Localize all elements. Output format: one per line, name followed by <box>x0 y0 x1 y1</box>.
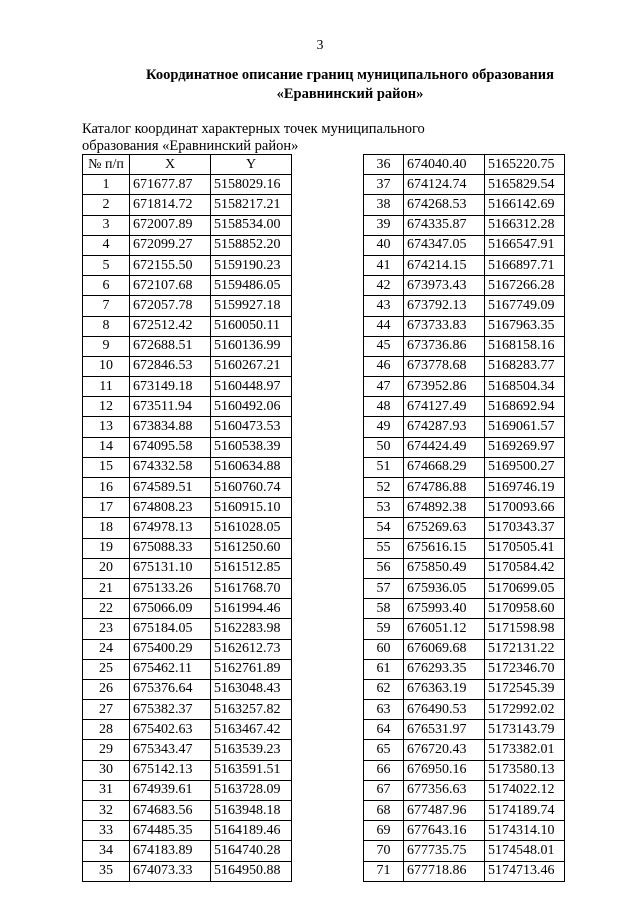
table-row <box>83 821 292 841</box>
y-coordinate: 5163728.09 <box>211 780 292 800</box>
title-line-2: «Еравнинский район» <box>276 86 424 102</box>
x-coordinate: 675184.05 <box>130 619 211 639</box>
point-number: 65 <box>364 740 404 760</box>
x-coordinate: 675376.64 <box>130 679 211 699</box>
table-row <box>364 659 565 679</box>
table-row <box>83 417 292 437</box>
y-coordinate: 5168283.77 <box>485 356 565 376</box>
x-coordinate: 676363.19 <box>404 679 485 699</box>
x-coordinate: 675131.10 <box>130 558 211 578</box>
x-coordinate: 674268.53 <box>404 195 485 215</box>
point-number: 11 <box>83 377 130 397</box>
point-number: 12 <box>83 397 130 417</box>
point-number: 32 <box>83 801 130 821</box>
y-coordinate: 5171598.98 <box>485 619 565 639</box>
table-row <box>364 599 565 619</box>
y-coordinate: 5174314.10 <box>485 821 565 841</box>
table-row <box>364 417 565 437</box>
table-row <box>83 336 292 356</box>
y-coordinate: 5173143.79 <box>485 720 565 740</box>
x-coordinate: 675088.33 <box>130 538 211 558</box>
x-coordinate: 675382.37 <box>130 700 211 720</box>
point-number: 34 <box>83 841 130 861</box>
table-header-row <box>83 155 292 175</box>
x-coordinate: 672107.68 <box>130 276 211 296</box>
x-coordinate: 674786.88 <box>404 478 485 498</box>
y-coordinate: 5164189.46 <box>211 821 292 841</box>
y-coordinate: 5165829.54 <box>485 175 565 195</box>
table-row <box>83 760 292 780</box>
point-number: 52 <box>364 478 404 498</box>
x-coordinate: 676069.68 <box>404 639 485 659</box>
point-number: 42 <box>364 276 404 296</box>
x-coordinate: 676051.12 <box>404 619 485 639</box>
table-row <box>83 679 292 699</box>
point-number: 36 <box>364 155 404 175</box>
x-coordinate: 674978.13 <box>130 518 211 538</box>
table-row <box>364 720 565 740</box>
y-coordinate: 5160915.10 <box>211 498 292 518</box>
table-row <box>364 619 565 639</box>
y-coordinate: 5170958.60 <box>485 599 565 619</box>
point-number: 68 <box>364 801 404 821</box>
x-coordinate: 674214.15 <box>404 255 485 275</box>
point-number: 8 <box>83 316 130 336</box>
table-row <box>364 780 565 800</box>
x-coordinate: 675993.40 <box>404 599 485 619</box>
table-row <box>364 255 565 275</box>
table-row <box>83 780 292 800</box>
table-row <box>364 316 565 336</box>
table-row <box>364 296 565 316</box>
table-row <box>83 296 292 316</box>
x-coordinate: 673792.13 <box>404 296 485 316</box>
y-coordinate: 5170584.42 <box>485 558 565 578</box>
x-coordinate: 673149.18 <box>130 377 211 397</box>
y-coordinate: 5167266.28 <box>485 276 565 296</box>
table-row <box>83 740 292 760</box>
table-row <box>364 740 565 760</box>
point-number: 10 <box>83 356 130 376</box>
y-coordinate: 5164740.28 <box>211 841 292 861</box>
x-coordinate: 676531.97 <box>404 720 485 740</box>
y-coordinate: 5162761.89 <box>211 659 292 679</box>
x-coordinate: 677718.86 <box>404 861 485 881</box>
table-row <box>364 478 565 498</box>
table-row <box>364 801 565 821</box>
y-coordinate: 5162283.98 <box>211 619 292 639</box>
table-row <box>83 215 292 235</box>
y-coordinate: 5166897.71 <box>485 255 565 275</box>
point-number: 49 <box>364 417 404 437</box>
x-coordinate: 672688.51 <box>130 336 211 356</box>
y-coordinate: 5161028.05 <box>211 518 292 538</box>
point-number: 23 <box>83 619 130 639</box>
point-number: 63 <box>364 700 404 720</box>
y-coordinate: 5161994.46 <box>211 599 292 619</box>
point-number: 59 <box>364 619 404 639</box>
header-x: X <box>130 155 211 175</box>
x-coordinate: 672007.89 <box>130 215 211 235</box>
y-coordinate: 5174189.74 <box>485 801 565 821</box>
title-line-1: Координатное описание границ муниципального образования <box>146 67 554 83</box>
table-row <box>83 235 292 255</box>
x-coordinate: 675343.47 <box>130 740 211 760</box>
x-coordinate: 674287.93 <box>404 417 485 437</box>
table-row <box>83 518 292 538</box>
x-coordinate: 675616.15 <box>404 538 485 558</box>
point-number: 61 <box>364 659 404 679</box>
point-number: 54 <box>364 518 404 538</box>
y-coordinate: 5163257.82 <box>211 700 292 720</box>
point-number: 9 <box>83 336 130 356</box>
point-number: 18 <box>83 518 130 538</box>
table-row <box>364 336 565 356</box>
x-coordinate: 674073.33 <box>130 861 211 881</box>
y-coordinate: 5168158.16 <box>485 336 565 356</box>
y-coordinate: 5172346.70 <box>485 659 565 679</box>
x-coordinate: 675462.11 <box>130 659 211 679</box>
x-coordinate: 673511.94 <box>130 397 211 417</box>
x-coordinate: 674808.23 <box>130 498 211 518</box>
table-row <box>83 276 292 296</box>
x-coordinate: 677356.63 <box>404 780 485 800</box>
table-row <box>83 639 292 659</box>
point-number: 29 <box>83 740 130 760</box>
y-coordinate: 5158852.20 <box>211 235 292 255</box>
point-number: 27 <box>83 700 130 720</box>
caption-line-2: образования «Еравнинский район» <box>82 138 299 154</box>
point-number: 62 <box>364 679 404 699</box>
table-row <box>364 861 565 881</box>
x-coordinate: 675269.63 <box>404 518 485 538</box>
y-coordinate: 5161768.70 <box>211 578 292 598</box>
table-row <box>364 518 565 538</box>
table-row <box>83 538 292 558</box>
table-row <box>364 235 565 255</box>
y-coordinate: 5161512.85 <box>211 558 292 578</box>
y-coordinate: 5160050.11 <box>211 316 292 336</box>
y-coordinate: 5174022.12 <box>485 780 565 800</box>
point-number: 43 <box>364 296 404 316</box>
y-coordinate: 5170093.66 <box>485 498 565 518</box>
x-coordinate: 673952.86 <box>404 377 485 397</box>
table-row <box>364 558 565 578</box>
point-number: 26 <box>83 679 130 699</box>
point-number: 30 <box>83 760 130 780</box>
x-coordinate: 675133.26 <box>130 578 211 598</box>
x-coordinate: 672099.27 <box>130 235 211 255</box>
y-coordinate: 5160760.74 <box>211 478 292 498</box>
point-number: 37 <box>364 175 404 195</box>
x-coordinate: 673973.43 <box>404 276 485 296</box>
table-row <box>83 861 292 881</box>
point-number: 50 <box>364 437 404 457</box>
table-row <box>364 700 565 720</box>
table-row <box>83 700 292 720</box>
y-coordinate: 5173382.01 <box>485 740 565 760</box>
point-number: 3 <box>83 215 130 235</box>
table-row <box>364 760 565 780</box>
point-number: 45 <box>364 336 404 356</box>
point-number: 56 <box>364 558 404 578</box>
y-coordinate: 5169269.97 <box>485 437 565 457</box>
x-coordinate: 672155.50 <box>130 255 211 275</box>
document-title <box>60 66 640 104</box>
x-coordinate: 677735.75 <box>404 841 485 861</box>
x-coordinate: 675402.63 <box>130 720 211 740</box>
table-row <box>364 356 565 376</box>
y-coordinate: 5158029.16 <box>211 175 292 195</box>
table-row <box>83 841 292 861</box>
y-coordinate: 5160267.21 <box>211 356 292 376</box>
point-number: 55 <box>364 538 404 558</box>
x-coordinate: 674892.38 <box>404 498 485 518</box>
y-coordinate: 5160634.88 <box>211 457 292 477</box>
point-number: 70 <box>364 841 404 861</box>
table-row <box>364 841 565 861</box>
point-number: 28 <box>83 720 130 740</box>
point-number: 66 <box>364 760 404 780</box>
x-coordinate: 677487.96 <box>404 801 485 821</box>
y-coordinate: 5163948.18 <box>211 801 292 821</box>
point-number: 16 <box>83 478 130 498</box>
table-row <box>83 255 292 275</box>
x-coordinate: 674347.05 <box>404 235 485 255</box>
table-row <box>364 578 565 598</box>
table-caption <box>82 121 502 155</box>
table-row <box>364 538 565 558</box>
y-coordinate: 5163591.51 <box>211 760 292 780</box>
y-coordinate: 5167749.09 <box>485 296 565 316</box>
x-coordinate: 674335.87 <box>404 215 485 235</box>
point-number: 71 <box>364 861 404 881</box>
table-row <box>83 498 292 518</box>
point-number: 64 <box>364 720 404 740</box>
x-coordinate: 675936.05 <box>404 578 485 598</box>
x-coordinate: 674485.35 <box>130 821 211 841</box>
x-coordinate: 676950.16 <box>404 760 485 780</box>
table-row <box>83 316 292 336</box>
y-coordinate: 5160136.99 <box>211 336 292 356</box>
y-coordinate: 5160492.06 <box>211 397 292 417</box>
x-coordinate: 675850.49 <box>404 558 485 578</box>
point-number: 41 <box>364 255 404 275</box>
point-number: 38 <box>364 195 404 215</box>
point-number: 57 <box>364 578 404 598</box>
coordinates-table-right <box>363 154 565 882</box>
point-number: 33 <box>83 821 130 841</box>
y-coordinate: 5166312.28 <box>485 215 565 235</box>
y-coordinate: 5172992.02 <box>485 700 565 720</box>
point-number: 60 <box>364 639 404 659</box>
y-coordinate: 5160538.39 <box>211 437 292 457</box>
x-coordinate: 674127.49 <box>404 397 485 417</box>
y-coordinate: 5169500.27 <box>485 457 565 477</box>
point-number: 1 <box>83 175 130 195</box>
x-coordinate: 673834.88 <box>130 417 211 437</box>
page-number: 3 <box>316 38 324 53</box>
y-coordinate: 5172545.39 <box>485 679 565 699</box>
table-row <box>83 720 292 740</box>
y-coordinate: 5174713.46 <box>485 861 565 881</box>
x-coordinate: 676293.35 <box>404 659 485 679</box>
header-num: № п/п <box>83 155 130 175</box>
y-coordinate: 5170343.37 <box>485 518 565 538</box>
y-coordinate: 5158217.21 <box>211 195 292 215</box>
y-coordinate: 5159486.05 <box>211 276 292 296</box>
x-coordinate: 673736.86 <box>404 336 485 356</box>
table-row <box>364 377 565 397</box>
x-coordinate: 675066.09 <box>130 599 211 619</box>
table-row <box>83 619 292 639</box>
y-coordinate: 5170505.41 <box>485 538 565 558</box>
x-coordinate: 674939.61 <box>130 780 211 800</box>
point-number: 17 <box>83 498 130 518</box>
y-coordinate: 5172131.22 <box>485 639 565 659</box>
table-row <box>364 679 565 699</box>
x-coordinate: 674424.49 <box>404 437 485 457</box>
x-coordinate: 674095.58 <box>130 437 211 457</box>
y-coordinate: 5164950.88 <box>211 861 292 881</box>
point-number: 51 <box>364 457 404 477</box>
x-coordinate: 674668.29 <box>404 457 485 477</box>
table-row <box>83 356 292 376</box>
y-coordinate: 5162612.73 <box>211 639 292 659</box>
y-coordinate: 5165220.75 <box>485 155 565 175</box>
table-row <box>83 397 292 417</box>
table-row <box>83 578 292 598</box>
y-coordinate: 5158534.00 <box>211 215 292 235</box>
x-coordinate: 672057.78 <box>130 296 211 316</box>
table-row <box>83 478 292 498</box>
point-number: 2 <box>83 195 130 215</box>
x-coordinate: 671677.87 <box>130 175 211 195</box>
header-y: Y <box>211 155 292 175</box>
point-number: 44 <box>364 316 404 336</box>
table-row <box>364 195 565 215</box>
point-number: 67 <box>364 780 404 800</box>
y-coordinate: 5163539.23 <box>211 740 292 760</box>
y-coordinate: 5160448.97 <box>211 377 292 397</box>
y-coordinate: 5168504.34 <box>485 377 565 397</box>
point-number: 69 <box>364 821 404 841</box>
table-row <box>364 457 565 477</box>
y-coordinate: 5166142.69 <box>485 195 565 215</box>
point-number: 31 <box>83 780 130 800</box>
point-number: 48 <box>364 397 404 417</box>
table-row <box>83 558 292 578</box>
y-coordinate: 5163467.42 <box>211 720 292 740</box>
table-row <box>364 821 565 841</box>
y-coordinate: 5169746.19 <box>485 478 565 498</box>
table-row <box>83 195 292 215</box>
table-row <box>83 437 292 457</box>
point-number: 19 <box>83 538 130 558</box>
table-row <box>364 276 565 296</box>
x-coordinate: 674183.89 <box>130 841 211 861</box>
y-coordinate: 5163048.43 <box>211 679 292 699</box>
y-coordinate: 5159190.23 <box>211 255 292 275</box>
point-number: 53 <box>364 498 404 518</box>
y-coordinate: 5160473.53 <box>211 417 292 437</box>
table-row <box>364 215 565 235</box>
x-coordinate: 674040.40 <box>404 155 485 175</box>
y-coordinate: 5159927.18 <box>211 296 292 316</box>
table-row <box>83 599 292 619</box>
x-coordinate: 674683.56 <box>130 801 211 821</box>
y-coordinate: 5174548.01 <box>485 841 565 861</box>
table-row <box>83 659 292 679</box>
point-number: 5 <box>83 255 130 275</box>
x-coordinate: 676490.53 <box>404 700 485 720</box>
x-coordinate: 673778.68 <box>404 356 485 376</box>
table-row <box>83 457 292 477</box>
y-coordinate: 5161250.60 <box>211 538 292 558</box>
x-coordinate: 674332.58 <box>130 457 211 477</box>
coordinates-table-left <box>82 154 292 882</box>
point-number: 6 <box>83 276 130 296</box>
point-number: 21 <box>83 578 130 598</box>
point-number: 47 <box>364 377 404 397</box>
point-number: 46 <box>364 356 404 376</box>
x-coordinate: 671814.72 <box>130 195 211 215</box>
table-row <box>364 397 565 417</box>
x-coordinate: 673733.83 <box>404 316 485 336</box>
point-number: 39 <box>364 215 404 235</box>
point-number: 13 <box>83 417 130 437</box>
point-number: 4 <box>83 235 130 255</box>
point-number: 58 <box>364 599 404 619</box>
table-row <box>83 801 292 821</box>
x-coordinate: 674124.74 <box>404 175 485 195</box>
table-row <box>364 155 565 175</box>
point-number: 24 <box>83 639 130 659</box>
table-row <box>364 175 565 195</box>
point-number: 22 <box>83 599 130 619</box>
table-row <box>83 175 292 195</box>
y-coordinate: 5170699.05 <box>485 578 565 598</box>
point-number: 25 <box>83 659 130 679</box>
point-number: 40 <box>364 235 404 255</box>
caption-line-1: Каталог координат характерных точек муниципального <box>82 121 425 137</box>
x-coordinate: 676720.43 <box>404 740 485 760</box>
x-coordinate: 672846.53 <box>130 356 211 376</box>
y-coordinate: 5173580.13 <box>485 760 565 780</box>
y-coordinate: 5167963.35 <box>485 316 565 336</box>
y-coordinate: 5169061.57 <box>485 417 565 437</box>
point-number: 14 <box>83 437 130 457</box>
x-coordinate: 677643.16 <box>404 821 485 841</box>
point-number: 20 <box>83 558 130 578</box>
table-row <box>83 377 292 397</box>
point-number: 15 <box>83 457 130 477</box>
y-coordinate: 5166547.91 <box>485 235 565 255</box>
y-coordinate: 5168692.94 <box>485 397 565 417</box>
table-row <box>364 498 565 518</box>
point-number: 35 <box>83 861 130 881</box>
x-coordinate: 674589.51 <box>130 478 211 498</box>
point-number: 7 <box>83 296 130 316</box>
x-coordinate: 675142.13 <box>130 760 211 780</box>
table-row <box>364 639 565 659</box>
x-coordinate: 675400.29 <box>130 639 211 659</box>
table-row <box>364 437 565 457</box>
x-coordinate: 672512.42 <box>130 316 211 336</box>
